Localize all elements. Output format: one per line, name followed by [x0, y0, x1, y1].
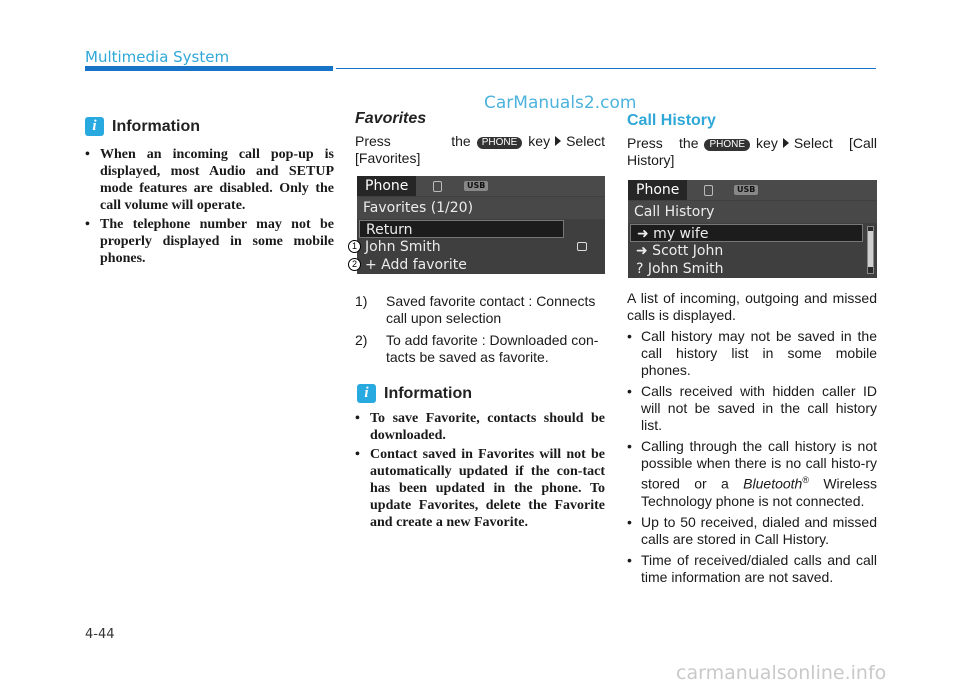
- list-item: [627, 438, 877, 510]
- note-number: 2): [355, 332, 368, 348]
- watermark-top: CarManuals2.com: [484, 93, 637, 113]
- watermark-bottom: carmanualsonline.info: [676, 662, 887, 684]
- favorites-screen: [357, 176, 605, 274]
- usb-badge: USB: [464, 181, 488, 191]
- header-rule-thick: [85, 66, 333, 71]
- list-item: • To save Favorite, contacts should be downloaded.: [355, 410, 605, 444]
- row-call-entry[interactable]: ➜ my wife: [630, 224, 863, 242]
- bluetooth-icon: [433, 181, 442, 192]
- note-number: 1): [355, 293, 368, 309]
- list-item: • Contact saved in Favorites will not be automatically updated if the con-tact has been updated in the phone. To update Favorites, delete the Favorite and create a new Favorite.: [355, 446, 605, 531]
- screen-title: Call History: [628, 201, 877, 223]
- list-item: • Time of received/dialed calls and call time information are not saved.: [627, 552, 877, 586]
- list-item: [355, 332, 605, 366]
- scrollbar-thumb[interactable]: [868, 231, 873, 267]
- arrow-right-icon: [783, 138, 789, 148]
- call-history-heading: Call History: [627, 112, 716, 129]
- list-item: • When an incoming call pop-up is displayed, most Audio and SETUP mode features are disabled. Only the call volume will operate.: [85, 146, 334, 214]
- row-call-entry[interactable]: ? John Smith: [636, 261, 724, 277]
- phone-key: PHONE: [477, 137, 523, 149]
- mid-info-title: Information: [384, 384, 472, 402]
- usb-badge: USB: [734, 185, 758, 195]
- favorites-instruction: [355, 133, 605, 167]
- instr-text: Press the: [355, 133, 471, 149]
- callout-2: 2: [348, 258, 361, 271]
- list-item: • Calls received with hidden caller ID will not be saved in the call history list.: [627, 383, 877, 434]
- left-info-title: Information: [112, 117, 200, 135]
- call-history-intro: A list of incoming, outgoing and missed calls is displayed.: [627, 290, 877, 323]
- instr-text: Select [Call History]: [627, 135, 877, 168]
- bt-text: Wireless Technology phone is not connected.: [641, 475, 877, 509]
- list-item: [355, 293, 605, 327]
- row-call-entry[interactable]: ➜ Scott John: [636, 243, 724, 259]
- list-item: • Call history may not be saved in the call history list in some mobile phones.: [627, 328, 877, 379]
- row-return[interactable]: Return: [359, 220, 564, 238]
- left-info-heading: [85, 117, 200, 136]
- favorites-notes: [355, 293, 605, 371]
- screen-title: Favorites (1/20): [357, 197, 605, 219]
- phone-icon: [577, 242, 587, 251]
- info-icon: i: [85, 117, 104, 136]
- instr-text: key: [528, 133, 551, 149]
- favorites-heading: Favorites: [355, 110, 427, 127]
- header-rule-thin: [336, 68, 876, 69]
- call-history-list: [627, 328, 877, 590]
- bluetooth-icon: [704, 185, 713, 196]
- left-info-list: [85, 146, 334, 269]
- callout-1: 1: [348, 240, 361, 253]
- instr-text: Press the: [627, 135, 699, 151]
- note-text: Saved favorite contact : Connects call upon selection: [386, 293, 596, 326]
- mid-info-list: [355, 410, 605, 533]
- section-title: Multimedia System: [85, 48, 230, 66]
- bt-text: Calling through the call history is not possible when there is no call histo-ry stored or a: [641, 438, 877, 492]
- row-favorite-contact[interactable]: John Smith: [365, 239, 441, 255]
- bluetooth-brand: Bluetooth: [743, 475, 803, 492]
- list-item: • The telephone number may not be properly displayed in some mobile phones.: [85, 216, 334, 267]
- instr-text: key: [756, 135, 778, 151]
- screen-tab-phone: Phone: [628, 180, 687, 200]
- list-item: • Up to 50 received, dialed and missed calls are stored in Call History.: [627, 514, 877, 548]
- call-history-instruction: [627, 135, 877, 169]
- row-add-favorite[interactable]: + Add favorite: [365, 257, 467, 273]
- mid-info-heading: [357, 384, 472, 403]
- page-number: 4-44: [85, 627, 115, 642]
- screen-tab-phone: Phone: [357, 176, 416, 196]
- call-history-screen: [628, 180, 877, 278]
- registered-mark: ®: [802, 475, 809, 485]
- note-text: To add favorite : Downloaded con-tacts be saved as favorite.: [386, 332, 599, 365]
- instr-text: Select [Favorites]: [355, 133, 605, 166]
- phone-key: PHONE: [704, 139, 750, 151]
- list-scrollbar[interactable]: [867, 226, 874, 274]
- info-icon: i: [357, 384, 376, 403]
- arrow-right-icon: [555, 136, 561, 146]
